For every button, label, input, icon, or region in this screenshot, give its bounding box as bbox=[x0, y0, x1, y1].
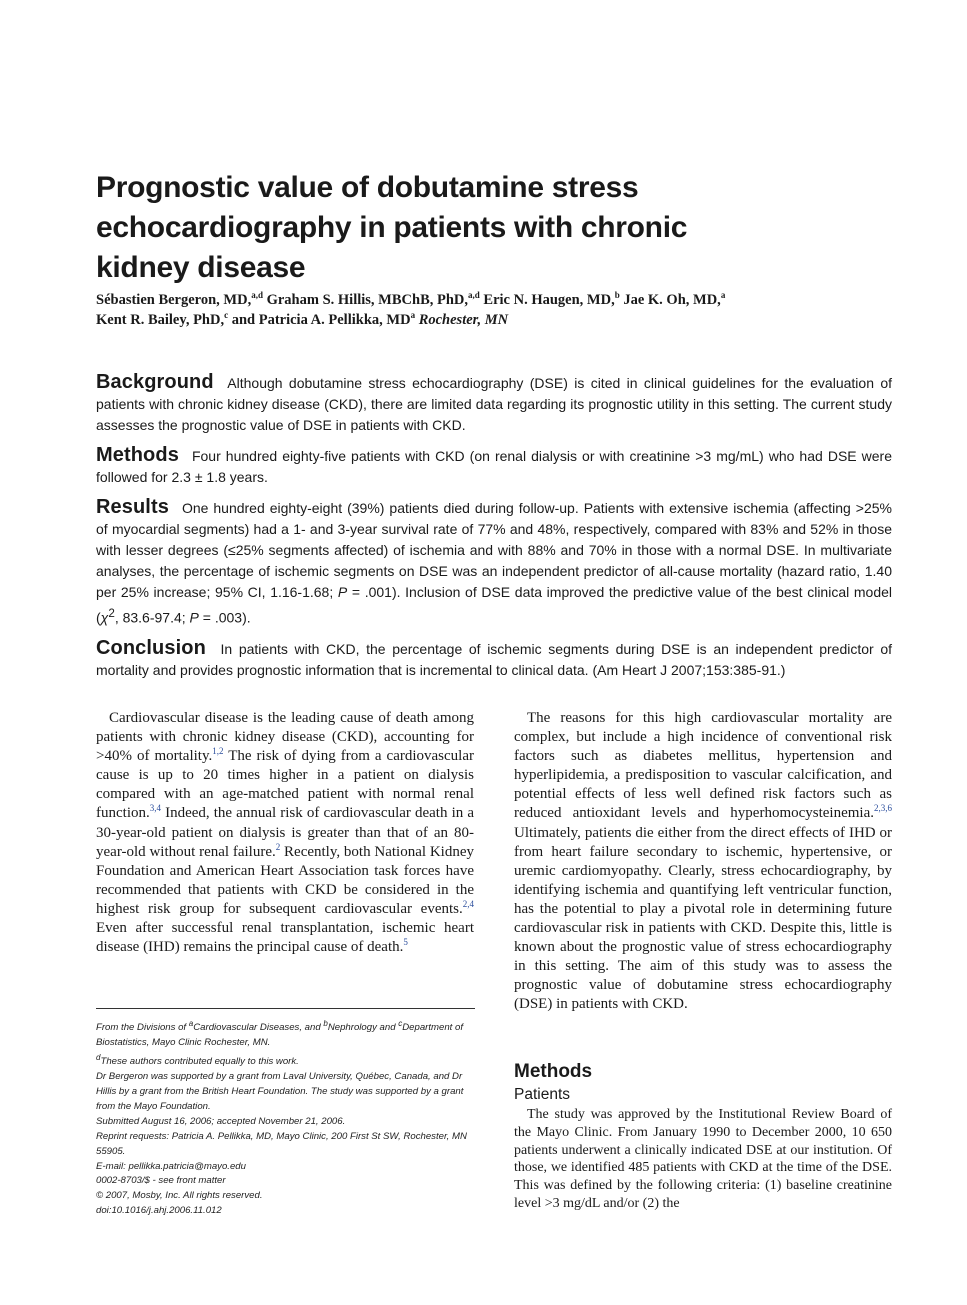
body-text: The risk of dying from a cardiovascular cause is up to 20 times higher in a patient on dialysis compared with an age-matched patient with normal renal function. bbox=[96, 748, 474, 822]
body-column-left bbox=[96, 709, 474, 957]
body-text: Indeed, the annual risk of cardiovascular death in a 30-year-old patient on dialysis is greater than that of an 80-year-old without renal failure. bbox=[96, 805, 474, 860]
reference-link[interactable]: 2,4 bbox=[462, 898, 474, 909]
title-line: kidney disease bbox=[96, 251, 306, 284]
author-name: Graham S. Hillis, MBChB, PhD, bbox=[262, 292, 469, 308]
abstract-results bbox=[96, 497, 892, 629]
footnote-text: These authors contributed equally to this work. bbox=[100, 1056, 299, 1068]
affiliation-mark: a,d bbox=[251, 290, 263, 301]
footnote-issn: 0002-8703/$ - see front matter bbox=[96, 1175, 226, 1187]
chi-symbol: χ bbox=[100, 609, 109, 626]
title-line: Prognostic value of dobutamine stress bbox=[96, 171, 639, 204]
abstract-methods-text: Four hundred eighty-five patients with CKD (on renal dialysis or with creatinine >3 mg/mL) who had DSE were followed for 2.3 ± 1.8 years. bbox=[96, 448, 893, 485]
methods-paragraph: The study was approved by the Institutional Review Board of the Mayo Clinic. From January 1990 to December 2000, 10 650 patients underwent a clinically indicated DSE at our institution. Of those, we identified 485 patients with CKD at the time of the DSE. This was defined by the following criteria: (1) baseline creatinine level >3 mg/dL and/or (2) the bbox=[514, 1107, 892, 1211]
author-name: Eric N. Haugen, MD, bbox=[479, 292, 615, 308]
section-heading-methods: Methods bbox=[514, 1061, 593, 1082]
body-text: Recently, both National Kidney Foundation and American Heart Association task forces have recommended that patients with CKD be considered in the highest risk group for subsequent cardiovascular events. bbox=[96, 843, 474, 917]
chi-exponent: 2 bbox=[108, 607, 115, 620]
affiliation-mark: b bbox=[614, 290, 620, 301]
body-text: The reasons for this high cardiovascular mortality are complex, but include a high incidence of conventional risk factors such as diabetes mellitus, hypertension and hyperlipidemia, a predisposition to vascular calcification, and potential effects of less well defined risk factors such as reduced antioxidant levels and hyperhomocysteinemia. bbox=[514, 710, 892, 822]
subsection-heading-patients: Patients bbox=[514, 1086, 571, 1103]
abstract-heading-conclusion: Conclusion bbox=[96, 636, 206, 659]
reference-link[interactable]: 2,3,6 bbox=[874, 803, 892, 814]
author-name: Kent R. Bailey, PhD, bbox=[96, 312, 225, 328]
p-value-symbol: P bbox=[337, 584, 348, 600]
article-title bbox=[96, 168, 796, 288]
reference-link[interactable]: 3,4 bbox=[149, 803, 161, 814]
footnote-text: Cardiovascular Diseases, and bbox=[193, 1022, 324, 1034]
footnote-text: From the Divisions of bbox=[96, 1022, 189, 1034]
footnote-doi[interactable]: doi:10.1016/j.ahj.2006.11.012 bbox=[96, 1205, 222, 1217]
footnote-dates: Submitted August 16, 2006; accepted November 21, 2006. bbox=[96, 1115, 346, 1127]
body-text: Ultimately, patients die either from the direct effects of IHD or from heart failure secondary to ischemic, hypertensive, or uremic cardiomyopathy. Clearly, stress echocardiography, by identifying ischemia and quantifying left ventricular function, has the potential to play a pivotal role in determining future cardiovascular risk in patients with CKD. Despite this, little is known about the prognostic value of stress echocardiography in this setting. The aim of this study was to assess the prognostic value of dobutamine stress echocardiography (DSE) in patients with CKD. bbox=[514, 824, 892, 1013]
author-location: Rochester, MN bbox=[415, 312, 509, 328]
author-list bbox=[96, 290, 856, 330]
abstract-results-text: One hundred eighty-eight (39%) patients died during follow-up. Patients with extensive ischemia (affecting >25% of myocardial segments) had a 1- and 3-year survival rate of 77% and 48%, respectively, compared with 83% and 52% in those with lesser degrees (≤25% segments affected) of ischemia and with 88% and 70% in those with a normal DSE. In multivariate analyses, the percentage of ischemic segments on DSE was an independent predictor of all-cause mortality (hazard ratio, 1.40 per 25% increase; 95% CI, 1.16-1.68; bbox=[96, 500, 892, 600]
body-column-right bbox=[514, 709, 892, 1015]
methods-section bbox=[514, 1060, 892, 1213]
author-name: Sébastien Bergeron, MD, bbox=[96, 292, 252, 308]
footnotes bbox=[96, 1017, 476, 1219]
body-text: Even after successful renal transplantation, ischemic heart disease (IHD) remains the principal cause of death. bbox=[96, 920, 474, 956]
abstract-heading-results: Results bbox=[96, 496, 169, 518]
reference-link[interactable]: 1,2 bbox=[212, 746, 224, 757]
reference-link[interactable]: 5 bbox=[403, 937, 408, 948]
affiliation-mark: a,d bbox=[468, 290, 480, 301]
intro-paragraph bbox=[514, 709, 892, 1015]
affiliation-mark: a bbox=[720, 290, 726, 301]
abstract-conclusion bbox=[96, 638, 892, 681]
footnote-text: Department of Biostatistics, Mayo Clinic Rochester, MN. bbox=[96, 1022, 464, 1049]
abstract-results-text: = .001). Inclusion of DSE data improved the predictive value of the best clinical model ( bbox=[96, 584, 892, 626]
footnote-reprint: Reprint requests: Patricia A. Pellikka, MD, Mayo Clinic, 200 First St SW, Rochester, MN 55905. bbox=[96, 1130, 467, 1157]
abstract-methods bbox=[96, 445, 892, 488]
affiliation-mark: a bbox=[188, 1019, 194, 1028]
affiliation-mark: c bbox=[398, 1019, 403, 1028]
footnote-affiliations bbox=[96, 1017, 476, 1051]
affiliation-mark: a bbox=[410, 310, 416, 321]
abstract-results-text: = .003). bbox=[198, 609, 251, 626]
abstract-conclusion-text: In patients with CKD, the percentage of ischemic segments during DSE is an independent predictor of mortality and provides prognostic information that is incremental to clinical data. (Am Heart J 2007;153:385-91.) bbox=[96, 640, 892, 678]
reference-link[interactable]: 2 bbox=[275, 841, 281, 852]
title-line: echocardiography in patients with chronic bbox=[96, 211, 688, 244]
footnote-funding: Dr Bergeron was supported by a grant from Laval University, Québec, Canada, and Dr Hillis by a grant from the British Heart Foundation. The study was supported by a grant from the Mayo Foundation. bbox=[96, 1071, 464, 1112]
footnote-equal-contribution bbox=[96, 1051, 476, 1070]
abstract-results-text: , 83.6-97.4; bbox=[114, 609, 190, 626]
abstract-background bbox=[96, 372, 892, 436]
body-text: Cardiovascular disease is the leading cause of death among patients with chronic kidney disease (CKD), accounting for >40% of mortality. bbox=[96, 710, 474, 765]
footnote-text: Nephrology and bbox=[327, 1022, 399, 1034]
affiliation-mark: b bbox=[323, 1019, 328, 1028]
p-value-symbol: P bbox=[189, 609, 199, 626]
abstract bbox=[96, 372, 892, 690]
intro-paragraph bbox=[96, 709, 474, 957]
footnote-email[interactable]: E-mail: pellikka.patricia@mayo.edu bbox=[96, 1160, 246, 1172]
footnote-divider bbox=[96, 1008, 475, 1009]
abstract-background-text: Although dobutamine stress echocardiography (DSE) is cited in clinical guidelines for the evaluation of patients with chronic kidney disease (CKD), there are limited data regarding its prognostic utility in this setting. The current study assesses the prognostic value of DSE in patients with CKD. bbox=[96, 375, 893, 433]
abstract-heading-background: Background bbox=[96, 371, 214, 393]
author-name: and Patricia A. Pellikka, MD bbox=[228, 312, 411, 328]
abstract-heading-methods: Methods bbox=[96, 444, 179, 466]
author-name: Jae K. Oh, MD, bbox=[619, 292, 721, 308]
footnote-copyright: © 2007, Mosby, Inc. All rights reserved. bbox=[96, 1190, 263, 1202]
affiliation-mark: d bbox=[96, 1053, 101, 1062]
affiliation-mark: c bbox=[224, 310, 229, 321]
